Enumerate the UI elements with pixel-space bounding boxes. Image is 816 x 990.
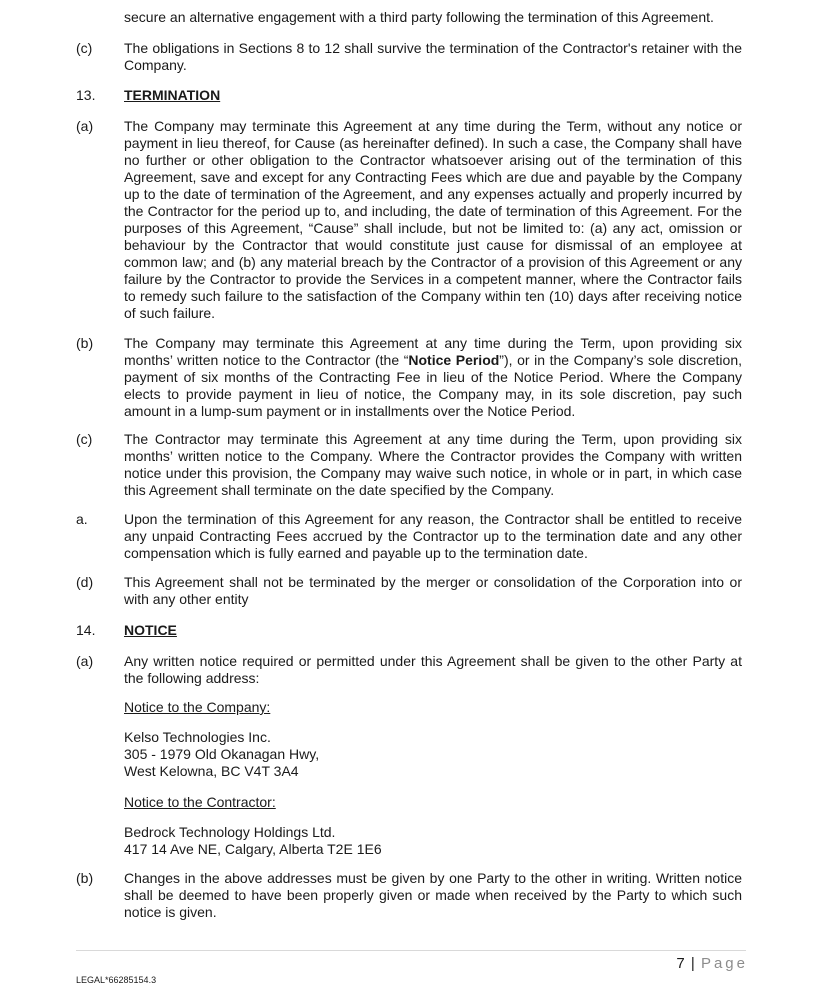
page-number [676,955,748,972]
clause-text: The Company may terminate this Agreement at any time during the Term, without any notice or payment in lieu thereof, for Cause (as hereinafter defined). In such a case, the Company shall have no further or other obligation to the Contractor whatsoever arising out of the termination of this Agreement, save and except for any Contracting Fees which are due and payable by the Company up to the date of termination of the Agreement, and any expenses actually and properly incurred by the Contractor for the period up to, and including, the date of termination of this Agreement. For the purposes of this Agreement, “Cause” shall include, but not be limited to: (a) any act, omission or behaviour by the Contractor that would constitute just cause for dismissal of an employee at common law; and (b) any material breach by the Contractor of a provision of this Agreement or any failure by the Contractor to provide the Services in a competent manner, where the Contractor fails to remedy such failure to the satisfaction of the Company within ten (10) days after receiving notice of such failure. [124,118,742,321]
address-line: Bedrock Technology Holdings Ltd. [124,824,336,840]
contractor-address [124,824,382,858]
company-address [124,729,319,780]
section-title: TERMINATION [124,87,221,103]
notice-contractor-heading: Notice to the Contractor: [124,794,276,810]
address-line: 417 14 Ave NE, Calgary, Alberta T2E 1E6 [124,841,382,857]
clause-label: (c) [76,431,93,447]
clause-text: The Contractor may terminate this Agreement at any time during the Term, upon providing six months’ written notice to the Company. Where the Contractor provides the Company with written notice under this provision, the Company may waive such notice, in whole or in part, in which case this Agreement shall terminate on the date specified by the Company. [124,431,742,498]
clause-text: The obligations in Sections 8 to 12 shall survive the termination of the Contractor's retainer with the Company. [124,40,742,73]
page-separator: | [690,955,696,972]
clause-label: (b) [76,870,94,886]
page-word: Page [700,955,748,972]
clause-label: a. [76,511,88,527]
clause-label: (a) [76,653,94,669]
footer-divider [76,950,746,951]
clause-label: (d) [76,574,94,590]
clause-text: This Agreement shall not be terminated by the merger or consolidation of the Corporation into or with any other entity [124,574,742,607]
defined-term-notice-period: Notice Period [408,352,500,368]
section-title: NOTICE [124,622,177,638]
carryover-text: secure an alternative engagement with a third party following the termination of this Agreement. [124,9,714,25]
legal-reference: LEGAL*66285154.3 [76,975,157,985]
clause-text [124,335,742,420]
notice-company-heading: Notice to the Company: [124,699,271,715]
section-number: 14. [76,622,96,638]
clause-label: (b) [76,335,94,351]
clause-text-part: ”), or in the Company’s sole discretion, payment of six months of the Contracting Fee in lieu of the Notice Period. Where the Company elects to provide payment in lieu of notice, the Company may, in its sole discretion, pay such amount in a lump-sum payment or in installments over the Notice Period. [124,352,742,419]
address-line: West Kelowna, BC V4T 3A4 [124,763,299,779]
clause-text: Changes in the above addresses must be given by one Party to the other in writing. Written notice shall be deemed to have been properly given or made when received by the Party to which such notice is given. [124,870,742,920]
clause-text: Any written notice required or permitted under this Agreement shall be given to the other Party at the following address: [124,653,742,686]
clause-text: Upon the termination of this Agreement for any reason, the Contractor shall be entitled to receive any unpaid Contracting Fees accrued by the Contractor up to the termination date and any other compensation which is fully earned and payable up to the termination date. [124,511,742,561]
clause-label: (a) [76,118,94,134]
address-line: 305 - 1979 Old Okanagan Hwy, [124,746,320,762]
clause-label: (c) [76,40,93,56]
section-number: 13. [76,87,96,103]
page-number-value: 7 [676,955,686,972]
address-line: Kelso Technologies Inc. [124,729,271,745]
clause-text-part: The Company may terminate this Agreement at any time during the Term, upon providing six months’ written notice to the Contractor (the “ [124,335,742,368]
